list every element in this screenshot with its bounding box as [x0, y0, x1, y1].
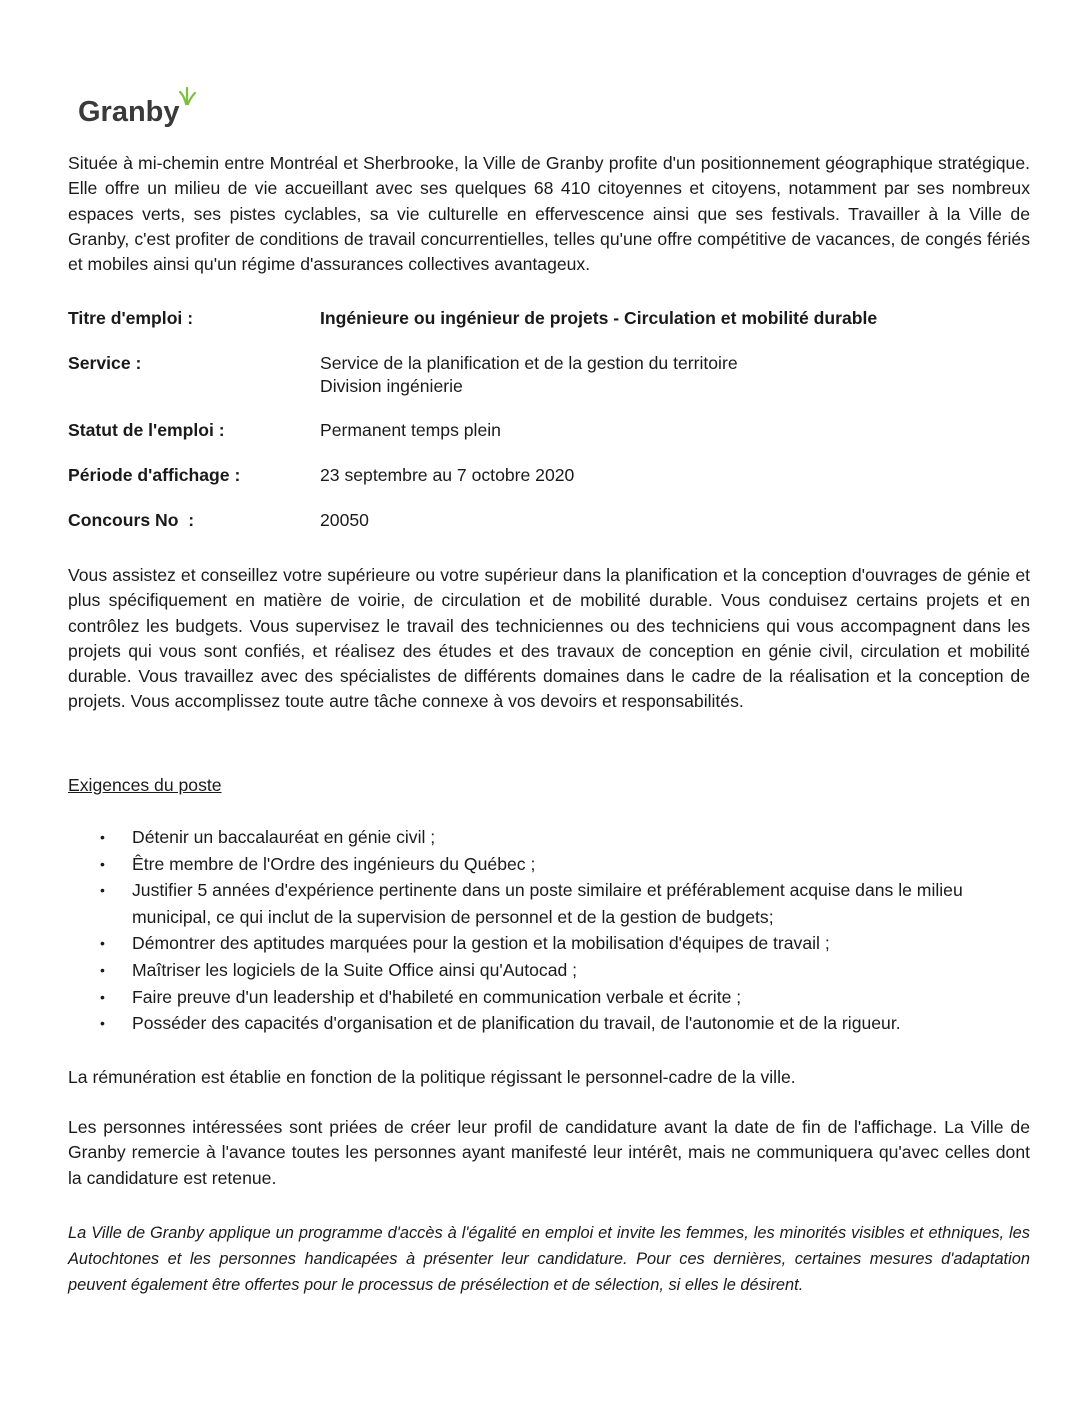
job-title-label: Titre d'emploi :: [68, 308, 194, 328]
status-label: Statut de l'emploi :: [68, 420, 225, 440]
job-description-paragraph: Vous assistez et conseillez votre supérieure ou votre supérieur dans la planification et la conception d'ouvrages de génie et plus spécifiquement en matière de voirie, de circulation et de mobilité durable. Vous conduisez certains projets et en contrôlez les budgets. Vous supervisez le travail des techniciennes ou des techniciens qui vous accompagnent dans les projets qui vous sont confiés, et réalisez des études et des travaux de conception en génie civil, circulation et mobilité durable. Vous travaillez avec des spécialistes de différents domaines dans le cadre de la réalisation et la conception de projets. Vous accomplissez toute autre tâche connexe à vos devoirs et responsabilités.: [68, 565, 1030, 712]
leaf-sprouts-icon: [174, 86, 198, 106]
bullet-icon: •: [100, 961, 105, 978]
requirements-list: [68, 824, 1030, 1037]
requirements-heading: Exigences du poste: [68, 775, 222, 795]
intro-paragraph: Située à mi-chemin entre Montréal et Sherbrooke, la Ville de Granby profite d'un positionnement géographique stratégique. Elle offre un milieu de vie accueillant avec ses quelques 68 410 citoyennes et citoyens, notamment par ses nombreux espaces verts, ses pistes cyclables, sa vie culturelle en effervescence ainsi que ses festivals. Travailler à la Ville de Granby, c'est profiter de conditions de travail concurrentielles, telles qu'une offre compétitive de vacances, de congés fériés et mobiles ainsi qu'un régime d'assurances collectives avantageux.: [68, 153, 1030, 275]
list-item: [68, 877, 1030, 930]
bullet-icon: •: [100, 882, 105, 899]
granby-logo: [78, 92, 208, 136]
requirement-text: Justifier 5 années d'expérience pertinente dans un poste similaire et préférablement acquise dans le milieu municipal, ce qui inclut de la supervision de personnel et de la gestion de budgets;: [132, 880, 963, 927]
list-item: [68, 851, 1030, 878]
job-title-value: Ingénieure ou ingénieur de projets - Circulation et mobilité durable: [320, 308, 878, 328]
bullet-icon: •: [100, 988, 105, 1005]
contest-number-label: Concours No :: [68, 510, 195, 530]
bullet-icon: •: [100, 935, 105, 952]
bullet-icon: •: [100, 829, 105, 845]
requirement-text: Démontrer des aptitudes marquées pour la gestion et la mobilisation d'équipes de travail ;: [132, 933, 830, 954]
list-item: [68, 930, 1030, 957]
status-value: Permanent temps plein: [320, 420, 501, 440]
requirement-text: Détenir un baccalauréat en génie civil ;: [132, 827, 436, 847]
posting-period-value: 23 septembre au 7 octobre 2020: [320, 465, 575, 485]
salary-paragraph: La rémunération est établie en fonction de la politique régissant le personnel-cadre de la ville.: [68, 1067, 796, 1087]
service-value-line-2: Division ingénierie: [320, 376, 463, 396]
service-label: Service :: [68, 353, 142, 373]
requirement-text: Posséder des capacités d'organisation et de planification du travail, de l'autonomie et de la rigueur.: [132, 1013, 901, 1034]
application-paragraph: Les personnes intéressées sont priées de créer leur profil de candidature avant la date de fin de l'affichage. La Ville de Granby remercie à l'avance toutes les personnes ayant manifesté leur intérêt, mais ne communiquera qu'avec celles dont la candidature est retenue.: [68, 1117, 1030, 1188]
list-item: [68, 957, 1030, 984]
requirement-text: Être membre de l'Ordre des ingénieurs du Québec ;: [132, 853, 536, 874]
bullet-icon: •: [100, 855, 105, 872]
posting-period-label: Période d'affichage :: [68, 465, 241, 485]
list-item: [68, 824, 1030, 851]
service-value-line-1: Service de la planification et de la gestion du territoire: [320, 353, 738, 373]
requirement-text: Faire preuve d'un leadership et d'habileté en communication verbale et écrite ;: [132, 986, 742, 1007]
list-item: [68, 1010, 1030, 1037]
equal-opportunity-paragraph: La Ville de Granby applique un programme d'accès à l'égalité en emploi et invite les femmes, les minorités visibles et ethniques, les Autochtones et les personnes handicapées à présenter leur candidature. Pour ces dernières, certaines mesures d'adaptation peuvent également être offertes pour le processus de présélection et de sélection, si elles le désirent.: [68, 1224, 1030, 1294]
requirement-text: Maîtriser les logiciels de la Suite Office ainsi qu'Autocad ;: [132, 959, 578, 980]
list-item: [68, 984, 1030, 1011]
service-value: [320, 352, 1020, 398]
logo-wordmark: Granby: [78, 96, 180, 128]
bullet-icon: •: [100, 1015, 105, 1032]
contest-number-value: 20050: [320, 510, 369, 530]
